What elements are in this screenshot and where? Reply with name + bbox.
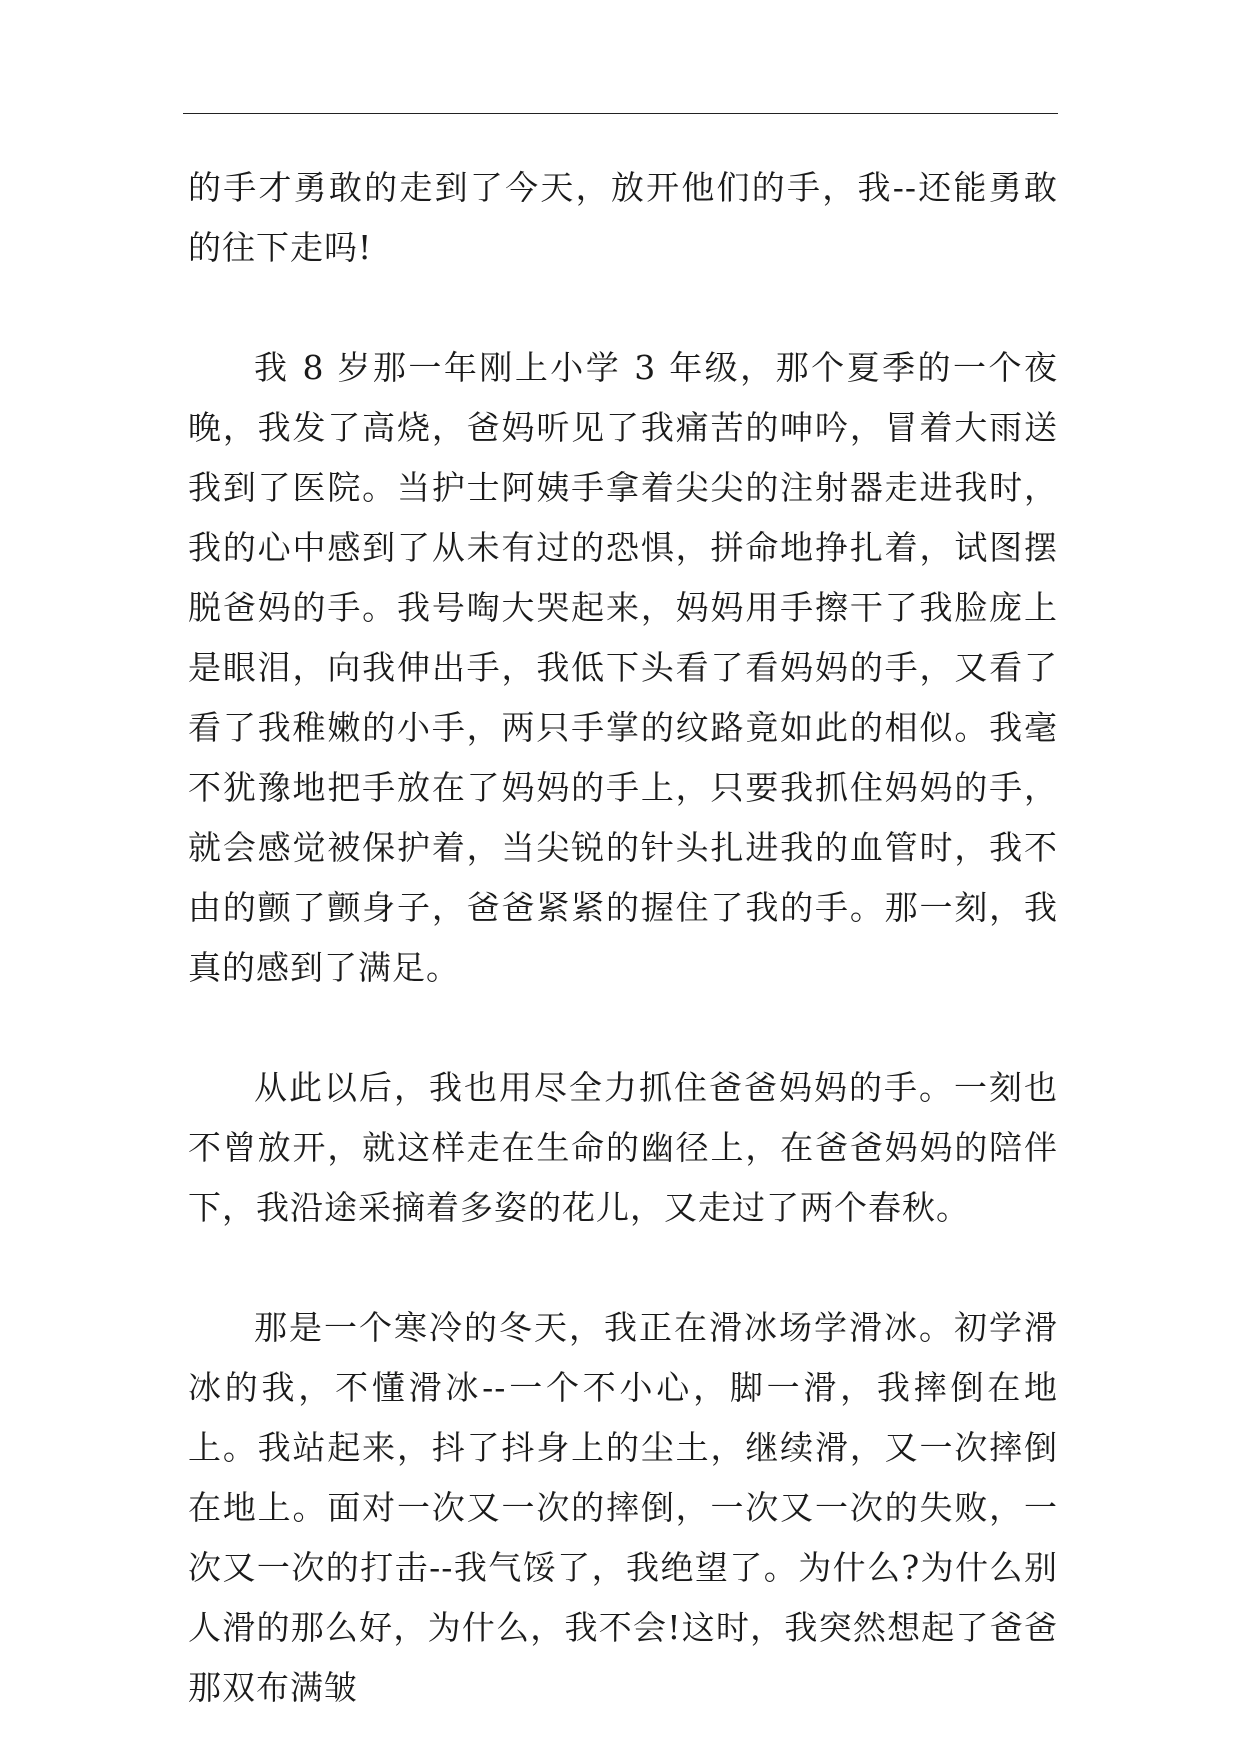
paragraph-3: 从此以后，我也用尽全力抓住爸爸妈妈的手。一刻也不曾放开，就这样走在生命的幽径上，在爸爸妈妈的陪伴下，我沿途采摘着多姿的花儿，又走过了两个春秋。 <box>188 1068 1058 1227</box>
paragraph-2: 我 8 岁那一年刚上小学 3 年级，那个夏季的一个夜晚，我发了高烧，爸妈听见了我痛苦的呻吟，冒着大雨送我到了医院。当护士阿姨手拿着尖尖的注射器走进我时，我的心中感到了从未有过的恐惧，拼命地挣扎着，试图摆脱爸妈的手。我号啕大哭起来，妈妈用手擦干了我脸庞上是眼泪，向我伸出手，我低下头看了看妈妈的手，又看了看了我稚嫩的小手，两只手掌的纹路竟如此的相似。我毫不犹豫地把手放在了妈妈的手上，只要我抓住妈妈的手，就会感觉被保护着，当尖锐的针头扎进我的血管时，我不由的颤了颤身子，爸爸紧紧的握住了我的手。那一刻，我真的感到了满足。 <box>188 348 1058 987</box>
paragraph-1: 的手才勇敢的走到了今天，放开他们的手，我--还能勇敢的往下走吗! <box>188 168 1058 267</box>
paragraph-4: 那是一个寒冷的冬天，我正在滑冰场学滑冰。初学滑冰的我，不懂滑冰--一个不小心，脚一滑，我摔倒在地上。我站起来，抖了抖身上的尘土，继续滑，又一次摔倒在地上。面对一次又一次的摔倒，一次又一次的失败，一次又一次的打击--我气馁了，我绝望了。为什么?为什么别人滑的那么好，为什么，我不会!这时，我突然想起了爸爸那双布满皱 <box>188 1308 1058 1707</box>
header-rule <box>183 113 1058 114</box>
document-body <box>188 158 1058 1718</box>
